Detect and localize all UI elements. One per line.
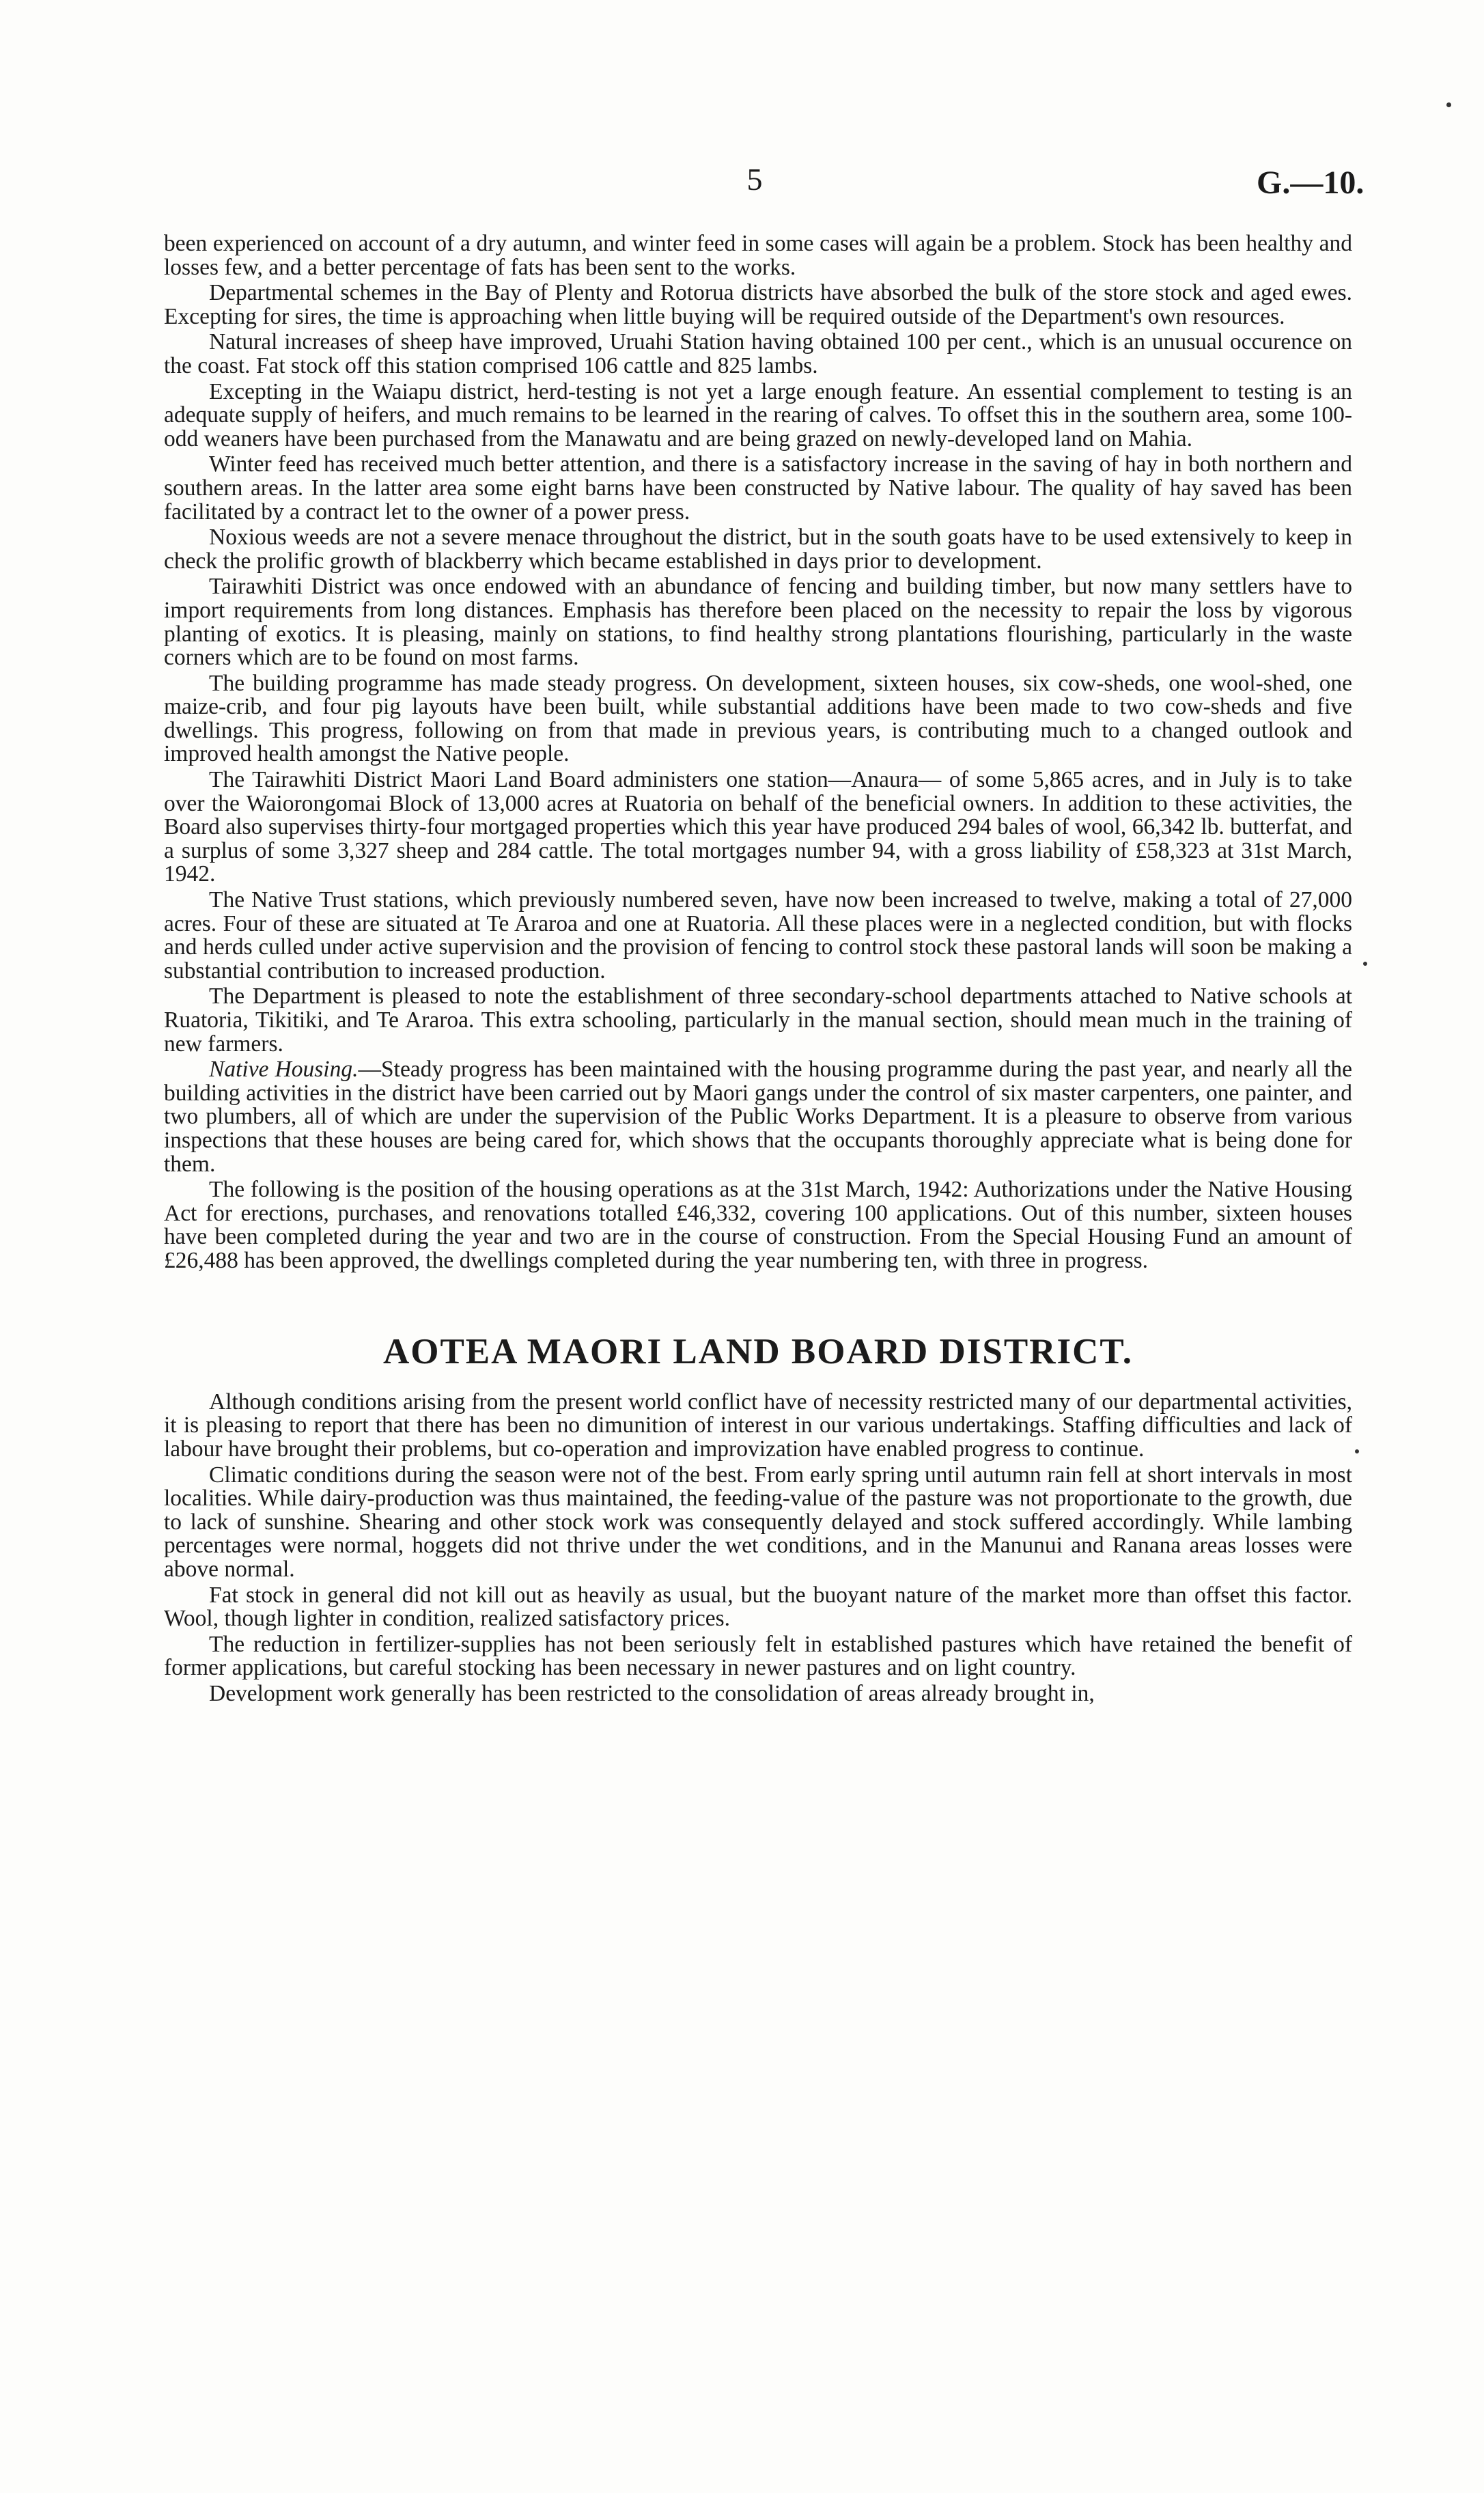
body-paragraph: The Department is pleased to note the establishment of three secondary-school departments attached to Native schools at Ruatoria, Tikitiki, and Te Araroa. This extra schooling, particularly in the manual section, should mean much in the training of new farmers. <box>164 984 1352 1057</box>
body-paragraph: Winter feed has received much better attention, and there is a satisfactory increase in the saving of hay in both northern and southern areas. In the latter area some eight barns have been constructed by Native labour. The quality of hay saved has been facilitated by a contract let to the owner of a power press. <box>164 451 1352 525</box>
body-paragraph: Climatic conditions during the season were not of the best. From early spring until autumn rain fell at short intervals in most localities. While dairy-production was thus maintained, the feeding-value of the pasture was not proportionate to the growth, due to lack of sunshine. Shearing and other stock work was consequently delayed and stock suffered accordingly. While lambing percentages were normal, hoggets did not thrive under the wet conditions, and in the Manunui and Ranana areas losses were above normal. <box>164 1462 1352 1582</box>
body-paragraph: The building programme has made steady progress. On development, sixteen houses, six cow-sheds, one wool-shed, one maize-crib, and four pig layouts have been built, while substantial additions have been made to two cow-sheds and five dwellings. This progress, following on from that made in previous years, is contributing much to a changed outlook and improved health amongst the Native people. <box>164 670 1352 767</box>
body-paragraph: Development work generally has been restricted to the consolidation of areas already brought in, <box>209 1680 1095 1706</box>
section-heading: AOTEA MAORI LAND BOARD DISTRICT. <box>382 1331 1134 1371</box>
body-paragraph: Although conditions arising from the present world conflict have of necessity restricted many of our departmental activities, it is pleasing to report that there has been no dimunition of interest in our various undertakings. Staffing difficulties and lack of labour have brought their problems, but co-operation and improvization have enabled progress to continue. <box>164 1389 1352 1462</box>
body-paragraph: Departmental schemes in the Bay of Plenty and Rotorua districts have absorbed the bulk of the store stock and aged ewes. Excepting for sires, the time is approaching when little buying will be required outside of the Department's own resources. <box>164 280 1352 329</box>
page-number: 5 <box>746 162 763 197</box>
text-column <box>164 232 1352 1706</box>
stray-ink-mark <box>1446 102 1451 107</box>
body-paragraph: The Native Trust stations, which previously numbered seven, have now been increased to twelve, making a total of 27,000 acres. Four of these are situated at Te Araroa and one at Ruatoria. All these places were in a neglected condition, but with flocks and herds culled under active supervision and the provision of fencing to control stock these pastoral lands will soon be making a substantial contribution to increased production. <box>164 887 1352 984</box>
stray-ink-mark <box>1363 962 1367 966</box>
body-paragraph: The following is the position of the housing operations as at the 31st March, 1942: Authorizations under the Native Housing Act for erections, purchases, and renovations totalled £46,332, covering 100 applications. Out of this number, sixteen houses have been completed during the year and two are in the course of construction. From the Special Housing Fund an amount of £26,488 has been approved, the dwellings completed during the year numbering ten, with three in progress. <box>164 1177 1352 1273</box>
native-housing-text: —Steady progress has been maintained with the housing programme during the past year, and nearly all the building activities in the district have been carried out by Maori gangs under the control of six master carpenters, one painter, and two plumbers, all of which are under the supervision of the Public Works Department. It is a pleasure to observe from various inspections that these houses are being cared for, which shows that the occupants thoroughly appreciate what is being done for them. <box>164 1057 1352 1177</box>
body-paragraph: The reduction in fertilizer-supplies has not been seriously felt in established pastures which have retained the benefit of former applications, but careful stocking has been necessary in newer pastures and on light country. <box>164 1631 1352 1681</box>
document-reference: G.—10. <box>1257 165 1364 201</box>
stray-ink-mark <box>1355 1449 1359 1453</box>
native-housing-lead: Native Housing. <box>209 1057 359 1083</box>
body-paragraph: The Tairawhiti District Maori Land Board administers one station—Anaura— of some 5,865 acres, and in July is to take over the Waiorongomai Block of 13,000 acres at Ruatoria on behalf of the beneficial owners. In addition to these activities, the Board also supervises thirty-four mortgaged properties which this year have produced 294 bales of wool, 66,342 lb. butterfat, and a surplus of some 3,327 sheep and 284 cattle. The total mortgages number 94, with a gross liability of £58,323 at 31st March, 1942. <box>164 767 1352 887</box>
body-paragraph: Tairawhiti District was once endowed with an abundance of fencing and building timber, but now many settlers have to import requirements from long distances. Emphasis has therefore been placed on the necessity to repair the loss by vigorous planting of exotics. It is pleasing, mainly on stations, to find healthy strong plantations flourishing, particularly in the waste corners which are to be found on most farms. <box>164 574 1352 671</box>
body-paragraph: Fat stock in general did not kill out as heavily as usual, but the buoyant nature of the market more than offset this factor. Wool, though lighter in condition, realized satisfactory prices. <box>164 1582 1352 1632</box>
body-paragraph: Natural increases of sheep have improved, Uruahi Station having obtained 100 per cent., which is an unusual occurence on the coast. Fat stock off this station comprised 106 cattle and 825 lambs. <box>164 329 1352 378</box>
body-paragraph: Excepting in the Waiapu district, herd-testing is not yet a large enough feature. An essential complement to testing is an adequate supply of heifers, and much remains to be learned in the rearing of calves. To offset this in the southern area, some 100-odd weaners have been purchased from the Manawatu and are being grazed on newly-developed land on Mahia. <box>164 378 1352 451</box>
native-housing-paragraph <box>164 1058 1352 1176</box>
body-paragraph: been experienced on account of a dry autumn, and winter feed in some cases will again be a problem. Stock has been healthy and losses few, and a better percentage of fats has been sent to the works. <box>164 231 1352 280</box>
body-paragraph: Noxious weeds are not a severe menace throughout the district, but in the south goats have to be used extensively to keep in check the prolific growth of blackberry which became established in days prior to development. <box>164 525 1352 574</box>
